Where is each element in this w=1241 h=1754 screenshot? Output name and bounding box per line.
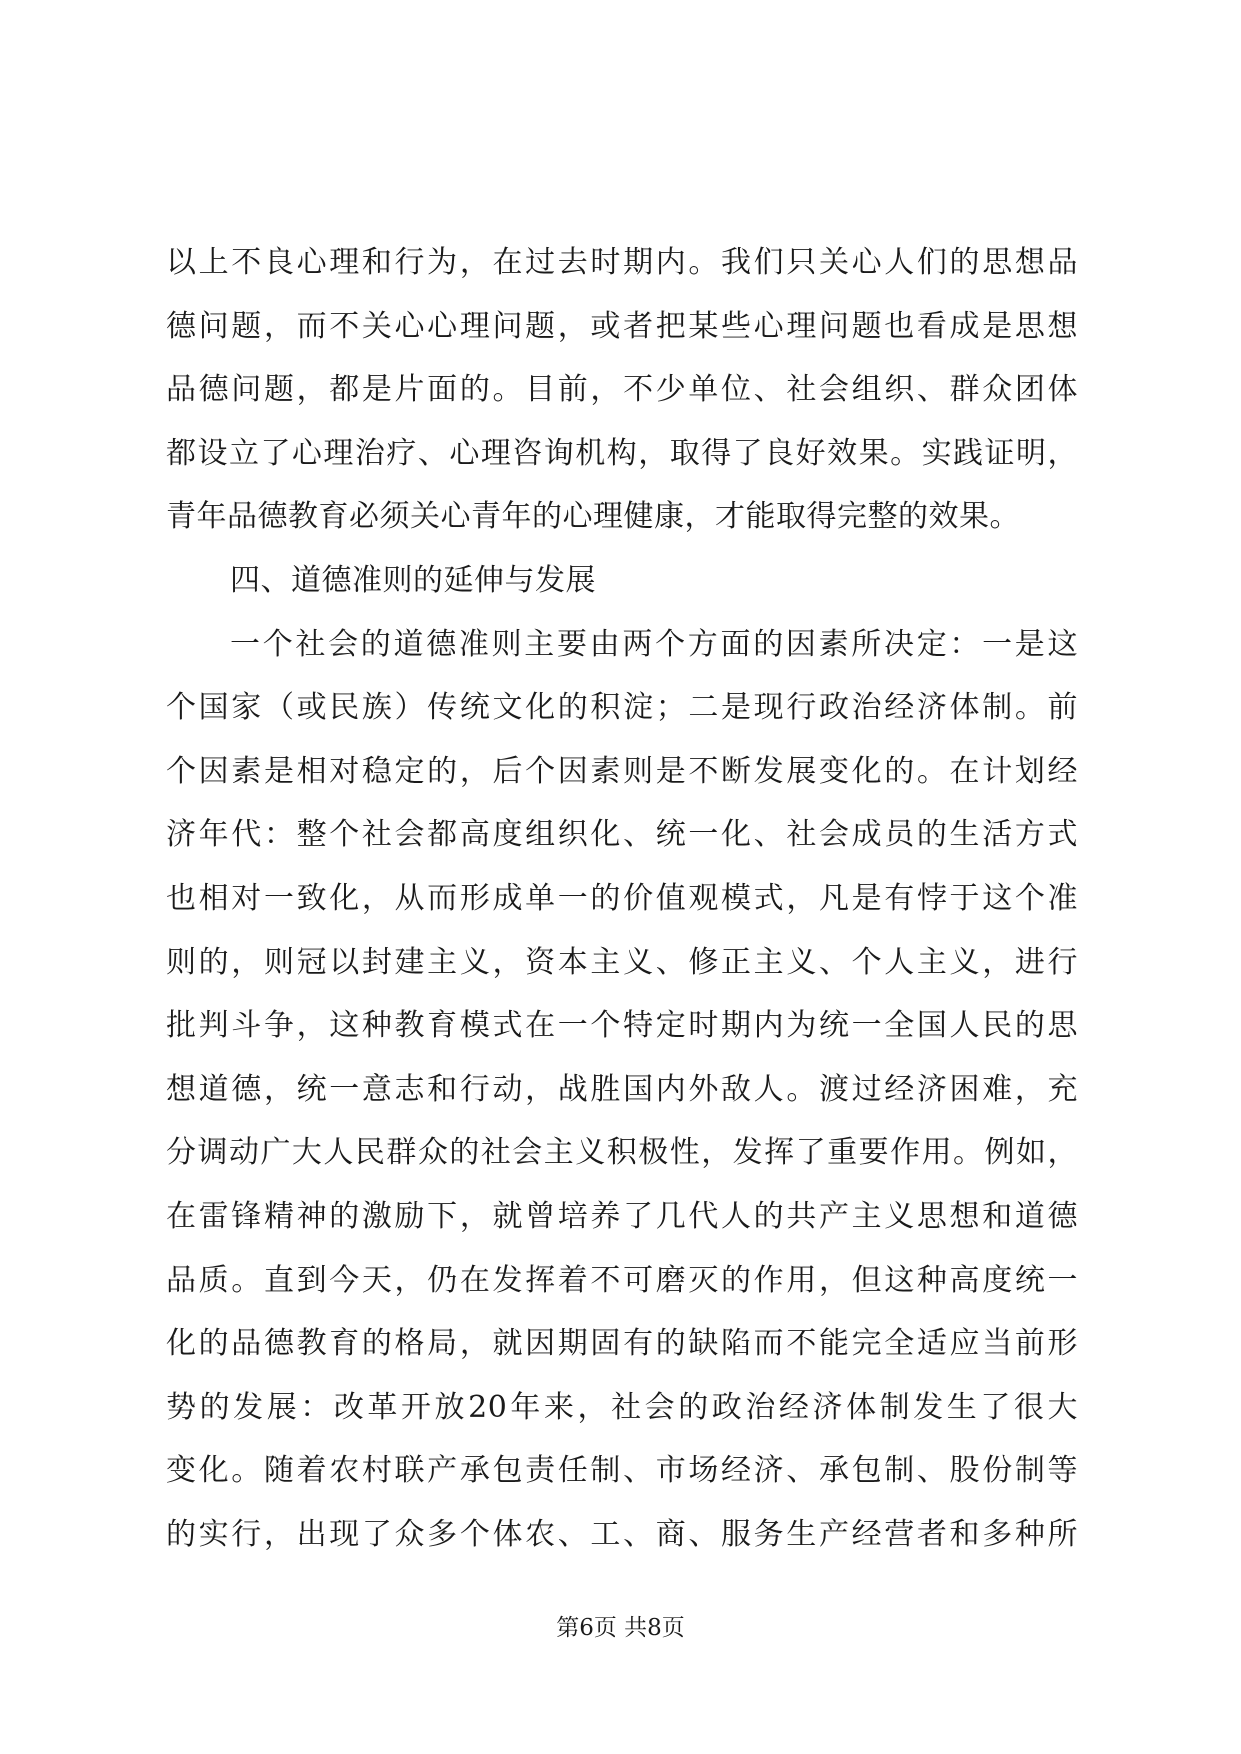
text-line: 德问题，而不关心心理问题，或者把某些心理问题也看成是思想 — [166, 308, 1078, 344]
text-line: 变化。随着农村联产承包责任制、市场经济、承包制、股份制等 — [166, 1453, 1078, 1489]
text-line: 批判斗争，这种教育模式在一个特定时期内为统一全国人民的思 — [166, 1008, 1078, 1044]
text-line: 一个社会的道德准则主要由两个方面的因素所决定：一是这 — [230, 626, 1078, 662]
body-text — [166, 231, 1078, 1566]
text-line: 以上不良心理和行为，在过去时期内。我们只关心人们的思想品 — [166, 245, 1078, 280]
text-line: 势的发展：改革开放20年来，社会的政治经济体制发生了很大 — [166, 1389, 1078, 1425]
text-line: 都设立了心理治疗、心理咨询机构，取得了良好效果。实践证明， — [166, 435, 1078, 471]
text-line: 个因素是相对稳定的，后个因素则是不断发展变化的。在计划经 — [166, 753, 1078, 789]
text-line: 则的，则冠以封建主义，资本主义、修正主义、个人主义，进行 — [166, 944, 1078, 980]
text-line: 也相对一致化，从而形成单一的价值观模式，凡是有悖于这个准 — [166, 880, 1078, 916]
text-line: 个国家（或民族）传统文化的积淀；二是现行政治经济体制。前 — [166, 690, 1078, 726]
text-line: 分调动广大人民群众的社会主义积极性，发挥了重要作用。例如， — [166, 1135, 1078, 1171]
text-line: 济年代：整个社会都高度组织化、统一化、社会成员的生活方式 — [166, 817, 1078, 853]
section-heading: 四、道德准则的延伸与发展 — [230, 562, 596, 598]
text-line: 品质。直到今天，仍在发挥着不可磨灭的作用，但这种高度统一 — [166, 1262, 1078, 1298]
text-line: 的实行，出现了众多个体农、工、商、服务生产经营者和多种所 — [166, 1516, 1078, 1552]
text-line: 青年品德教育必须关心青年的心理健康，才能取得完整的效果。 — [166, 499, 1020, 535]
text-line: 在雷锋精神的激励下，就曾培养了几代人的共产主义思想和道德 — [166, 1198, 1078, 1234]
page-footer — [0, 1609, 1241, 1642]
page-number: 第6页 共8页 — [556, 1615, 685, 1641]
text-line: 品德问题，都是片面的。目前，不少单位、社会组织、群众团体 — [166, 372, 1078, 408]
text-line: 想道德，统一意志和行动，战胜国内外敌人。渡过经济困难，充 — [166, 1071, 1078, 1107]
text-line: 化的品德教育的格局，就因期固有的缺陷而不能完全适应当前形 — [166, 1326, 1078, 1362]
